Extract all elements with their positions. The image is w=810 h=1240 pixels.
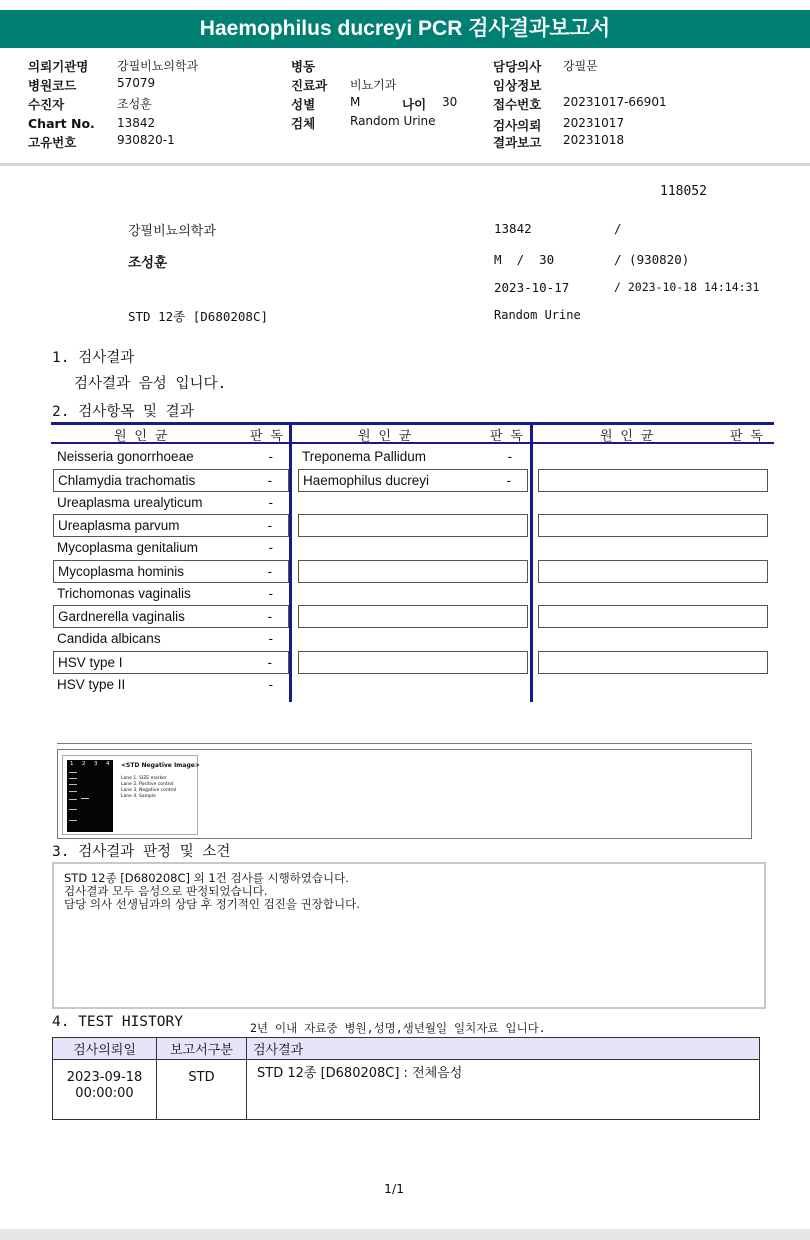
request-label: 검사의뢰	[493, 118, 542, 133]
pathogen-name: Treponema Pallidum	[302, 449, 427, 464]
unique-value: 930820-1	[117, 133, 175, 147]
gel-lane-number: 4	[106, 761, 110, 767]
pathogen-row	[53, 628, 289, 651]
gel-top-line	[57, 743, 752, 744]
history-note: 2년 이내 자료중 병원,성명,생년월일 일치자료 입니다.	[250, 1021, 546, 1035]
institution-label: 의뢰기관명	[28, 59, 89, 74]
pathogen-name: HSV type II	[57, 677, 126, 692]
pathogen-row	[53, 651, 289, 674]
unique-label: 고유번호	[28, 135, 77, 150]
history-date: 2023-09-18	[66, 1070, 143, 1085]
gel-lane-number: 1	[70, 761, 74, 767]
gel-band	[81, 798, 89, 799]
report-date-label: 결과보고	[493, 135, 542, 150]
col2-result-header: 판 독	[490, 429, 523, 444]
gel-title: <STD Negative Image>	[121, 762, 200, 769]
gel-legend-item: Lane 1. SIZE marker	[121, 776, 167, 781]
empty-cell	[298, 514, 528, 537]
pathogen-row	[298, 469, 528, 492]
specimen-label: 검체	[291, 116, 316, 131]
institution-value: 강필비뇨의학과	[117, 59, 199, 73]
history-header-result: 검사결과	[247, 1038, 760, 1060]
report-chart-no: 13842	[494, 221, 532, 236]
pathogen-result: -	[267, 518, 272, 533]
pathogen-name: HSV type I	[58, 655, 123, 670]
age-value: 30	[442, 95, 458, 109]
pathogen-name: Ureaplasma urealyticum	[57, 495, 203, 510]
pathogen-result: -	[507, 449, 512, 464]
receipt-label: 접수번호	[493, 97, 542, 112]
receipt-value: 20231017-66901	[563, 95, 667, 109]
chart-label: Chart No.	[28, 116, 95, 131]
gel-lane-number: 3	[94, 761, 98, 767]
pathogen-row	[53, 674, 289, 697]
table-row	[53, 1060, 760, 1120]
report-code: 118052	[660, 184, 707, 199]
report-date-value: 20231018	[563, 133, 625, 147]
empty-cell	[538, 469, 768, 492]
history-time: 00:00:00	[75, 1086, 134, 1101]
doctor-value: 강필문	[563, 59, 598, 73]
pathogen-name: Haemophilus ducreyi	[303, 473, 430, 488]
report-sex-age: M / 30	[494, 252, 555, 267]
sex-label: 성별	[291, 97, 316, 112]
pathogen-name: Mycoplasma genitalium	[57, 540, 199, 555]
report-title: Haemophilus ducreyi PCR 검사결과보고서	[0, 10, 810, 48]
page-number: 1/1	[384, 1181, 405, 1196]
table-col-divider-2	[530, 425, 533, 702]
patient-value: 조성훈	[117, 97, 152, 111]
pathogen-row	[53, 446, 289, 469]
section2-title: 2. 검사항목 및 결과	[52, 404, 194, 420]
gel-legend-item: Lane 2. Positive control	[121, 782, 174, 787]
history-result: STD 12종 [D680208C] : 전체음성	[247, 1060, 760, 1120]
pathogen-name: Neisseria gonorrhoeae	[57, 449, 194, 464]
history-header-row	[53, 1038, 760, 1060]
findings-box	[52, 862, 766, 1009]
gel-band	[69, 778, 77, 779]
gel-band	[69, 784, 77, 785]
col2-pathogen-header: 원 인 균	[358, 429, 412, 444]
hospital-code-label: 병원코드	[28, 78, 77, 93]
col3-pathogen-header: 원 인 균	[600, 429, 654, 444]
history-header-date: 검사의뢰일	[53, 1038, 157, 1060]
empty-cell	[298, 560, 528, 583]
col3-result-header: 판 독	[730, 429, 763, 444]
gel-electrophoresis-image	[67, 760, 113, 832]
empty-cell	[298, 651, 528, 674]
request-value: 20231017	[563, 116, 625, 130]
pathogen-row	[53, 537, 289, 560]
pathogen-result: -	[268, 631, 273, 646]
gel-lane-number: 2	[82, 761, 86, 767]
report-test-name: STD 12종 [D680208C]	[128, 309, 269, 324]
ward-label: 병동	[291, 59, 316, 74]
dept-label: 진료과	[291, 78, 328, 93]
pathogen-result: -	[268, 677, 273, 692]
gel-legend-item: Lane 3. Negative control	[121, 788, 177, 793]
pathogen-result: -	[268, 540, 273, 555]
chart-value: 13842	[117, 116, 156, 130]
empty-cell	[298, 605, 528, 628]
report-patient-name: 조성훈	[128, 255, 168, 271]
pathogen-result: -	[268, 495, 273, 510]
gel-band	[69, 809, 77, 810]
gel-band	[69, 772, 77, 773]
pathogen-result: -	[267, 564, 272, 579]
section4-title: 4. TEST HISTORY	[52, 1014, 183, 1030]
report-request-date: 2023-10-17	[494, 280, 570, 295]
pathogen-name: Ureaplasma parvum	[58, 518, 180, 533]
doctor-label: 담당의사	[493, 59, 542, 74]
pathogen-result: -	[268, 586, 273, 601]
page-bottom-margin	[0, 1229, 810, 1240]
clinical-label: 임상정보	[493, 78, 542, 93]
report-slash: /	[614, 221, 622, 236]
empty-cell	[538, 651, 768, 674]
gel-band	[69, 820, 77, 821]
pathogen-name: Chlamydia trachomatis	[58, 473, 196, 488]
section1-title: 1. 검사결과	[52, 350, 135, 366]
report-datetime: / 2023-10-18 14:14:31	[614, 280, 760, 294]
pathogen-row	[53, 560, 289, 583]
pathogen-name: Gardnerella vaginalis	[58, 609, 185, 624]
pathogen-row	[53, 514, 289, 537]
gel-band	[69, 791, 77, 792]
history-type: STD	[157, 1060, 247, 1120]
pathogen-result: -	[506, 473, 511, 488]
pathogen-row	[53, 469, 289, 492]
dept-value: 비뇨기과	[350, 78, 397, 92]
pathogen-name: Trichomonas vaginalis	[57, 586, 191, 601]
history-date-cell	[53, 1060, 157, 1120]
gel-band	[69, 799, 77, 800]
finding-line: STD 12종 [D680208C] 외 1건 검사를 시행하였습니다.	[64, 871, 349, 885]
section1-result-text: 검사결과 음성 입니다.	[74, 376, 227, 392]
pathogen-name: Candida albicans	[57, 631, 161, 646]
pathogen-row	[298, 446, 528, 469]
header-divider	[0, 163, 810, 166]
empty-cell	[538, 605, 768, 628]
pathogen-row	[53, 605, 289, 628]
table-col-divider-1	[289, 425, 292, 702]
finding-line: 담당 의사 선생님과의 상담 후 정기적인 검진을 권장합니다.	[64, 897, 360, 911]
report-birth: / (930820)	[614, 252, 690, 267]
pathogen-row	[53, 492, 289, 515]
hospital-code-value: 57079	[117, 76, 156, 90]
pathogen-result: -	[267, 473, 272, 488]
col1-result-header: 판 독	[250, 429, 283, 444]
age-label: 나이	[402, 97, 427, 112]
pathogen-result: -	[267, 609, 272, 624]
finding-line: 검사결과 모두 음성으로 판정되었습니다.	[64, 884, 268, 898]
specimen-value: Random Urine	[350, 114, 436, 128]
patient-label: 수진자	[28, 97, 65, 112]
empty-cell	[538, 560, 768, 583]
sex-value: M	[350, 95, 361, 109]
pathogen-result: -	[267, 655, 272, 670]
section3-title: 3. 검사결과 판정 및 소견	[52, 844, 231, 860]
test-history-table	[52, 1037, 760, 1120]
col1-pathogen-header: 원 인 균	[114, 429, 168, 444]
patient-info-panel	[0, 52, 810, 166]
history-header-type: 보고서구분	[157, 1038, 247, 1060]
gel-image-card	[62, 755, 198, 835]
report-specimen: Random Urine	[494, 308, 581, 322]
gel-legend-item: Lane 4. Sample	[121, 794, 156, 799]
report-clinic: 강필비뇨의학과	[128, 224, 216, 239]
pathogen-result: -	[268, 449, 273, 464]
pathogen-name: Mycoplasma hominis	[58, 564, 185, 579]
empty-cell	[538, 514, 768, 537]
pathogen-row	[53, 583, 289, 606]
